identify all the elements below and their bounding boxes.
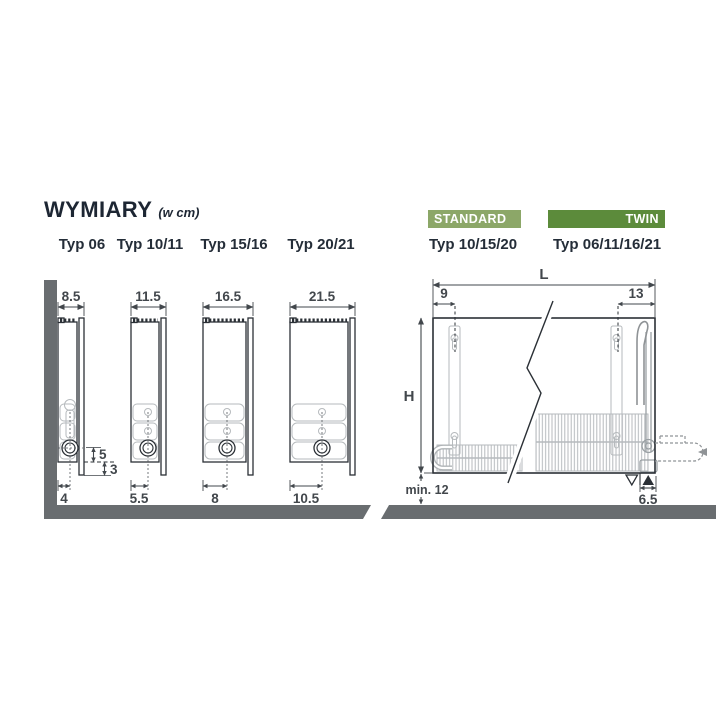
dim-typ15-pipe-offset	[203, 480, 227, 506]
dim-height-value: H	[403, 388, 415, 405]
front-view	[433, 301, 708, 485]
dim-bracket-left-value: 9	[440, 286, 448, 301]
dim-typ20-width-value: 21.5	[308, 289, 336, 304]
dim-valve-offset-value: 6.5	[638, 492, 658, 507]
connection-pipe-dashed	[655, 436, 703, 461]
dim-typ06-valve-heights	[84, 447, 118, 477]
dim-typ20-width	[290, 289, 355, 316]
column-header-typ06: Typ 06	[58, 236, 106, 253]
dim-typ06-pipe-offset	[58, 480, 70, 506]
return-valve-icon	[626, 475, 638, 485]
dim-typ06-width	[58, 289, 84, 316]
dim-typ15-width	[203, 289, 253, 316]
floor	[44, 505, 716, 519]
dim-typ15-width-value: 16.5	[214, 289, 242, 304]
wall	[44, 280, 57, 519]
cross-section-typ06	[58, 318, 84, 490]
dim-front-length	[433, 266, 655, 317]
dim-typ06-width-value: 8.5	[61, 289, 81, 304]
dim-typ20-pipe-value: 10.5	[292, 491, 320, 506]
twin-badge: TWIN	[548, 210, 665, 228]
dim-typ06-valve-lower: 3	[110, 462, 118, 477]
title-text: WYMIARY	[44, 197, 153, 222]
column-header-typ10-11: Typ 10/11	[116, 236, 184, 253]
dim-bracket-right-value: 13	[628, 286, 644, 301]
dim-length-value: L	[539, 266, 549, 283]
convector-fins	[437, 414, 648, 471]
cross-section-typ10-11	[131, 318, 166, 490]
cross-section-typ20-21	[290, 318, 355, 490]
column-header-typ20-21: Typ 20/21	[287, 236, 355, 253]
dim-typ06-valve-upper: 5	[99, 447, 107, 462]
dim-typ06-pipe-value: 4	[60, 491, 68, 506]
standard-badge: STANDARD	[428, 210, 521, 228]
dim-typ10-width	[131, 289, 166, 316]
dim-typ10-pipe-offset	[130, 480, 149, 506]
supply-valve-icon	[643, 475, 655, 485]
dim-typ15-pipe-value: 8	[211, 491, 219, 506]
column-header-typ15-16: Typ 15/16	[200, 236, 268, 253]
dim-floor-clearance	[405, 474, 448, 504]
dim-front-height	[404, 318, 433, 473]
dim-front-bracket-right	[618, 286, 655, 304]
title-unit: (w cm)	[158, 205, 200, 220]
dim-front-bracket-left	[433, 286, 455, 304]
dim-typ20-pipe-offset	[290, 480, 322, 506]
dim-typ10-width-value: 11.5	[135, 289, 161, 304]
standard-types-label: Typ 10/15/20	[429, 236, 518, 253]
twin-types-label: Typ 06/11/16/21	[553, 236, 662, 253]
dim-typ10-pipe-value: 5.5	[129, 491, 149, 506]
cross-section-typ15-16	[203, 318, 253, 490]
dim-floor-clearance-value: min. 12	[405, 483, 449, 497]
